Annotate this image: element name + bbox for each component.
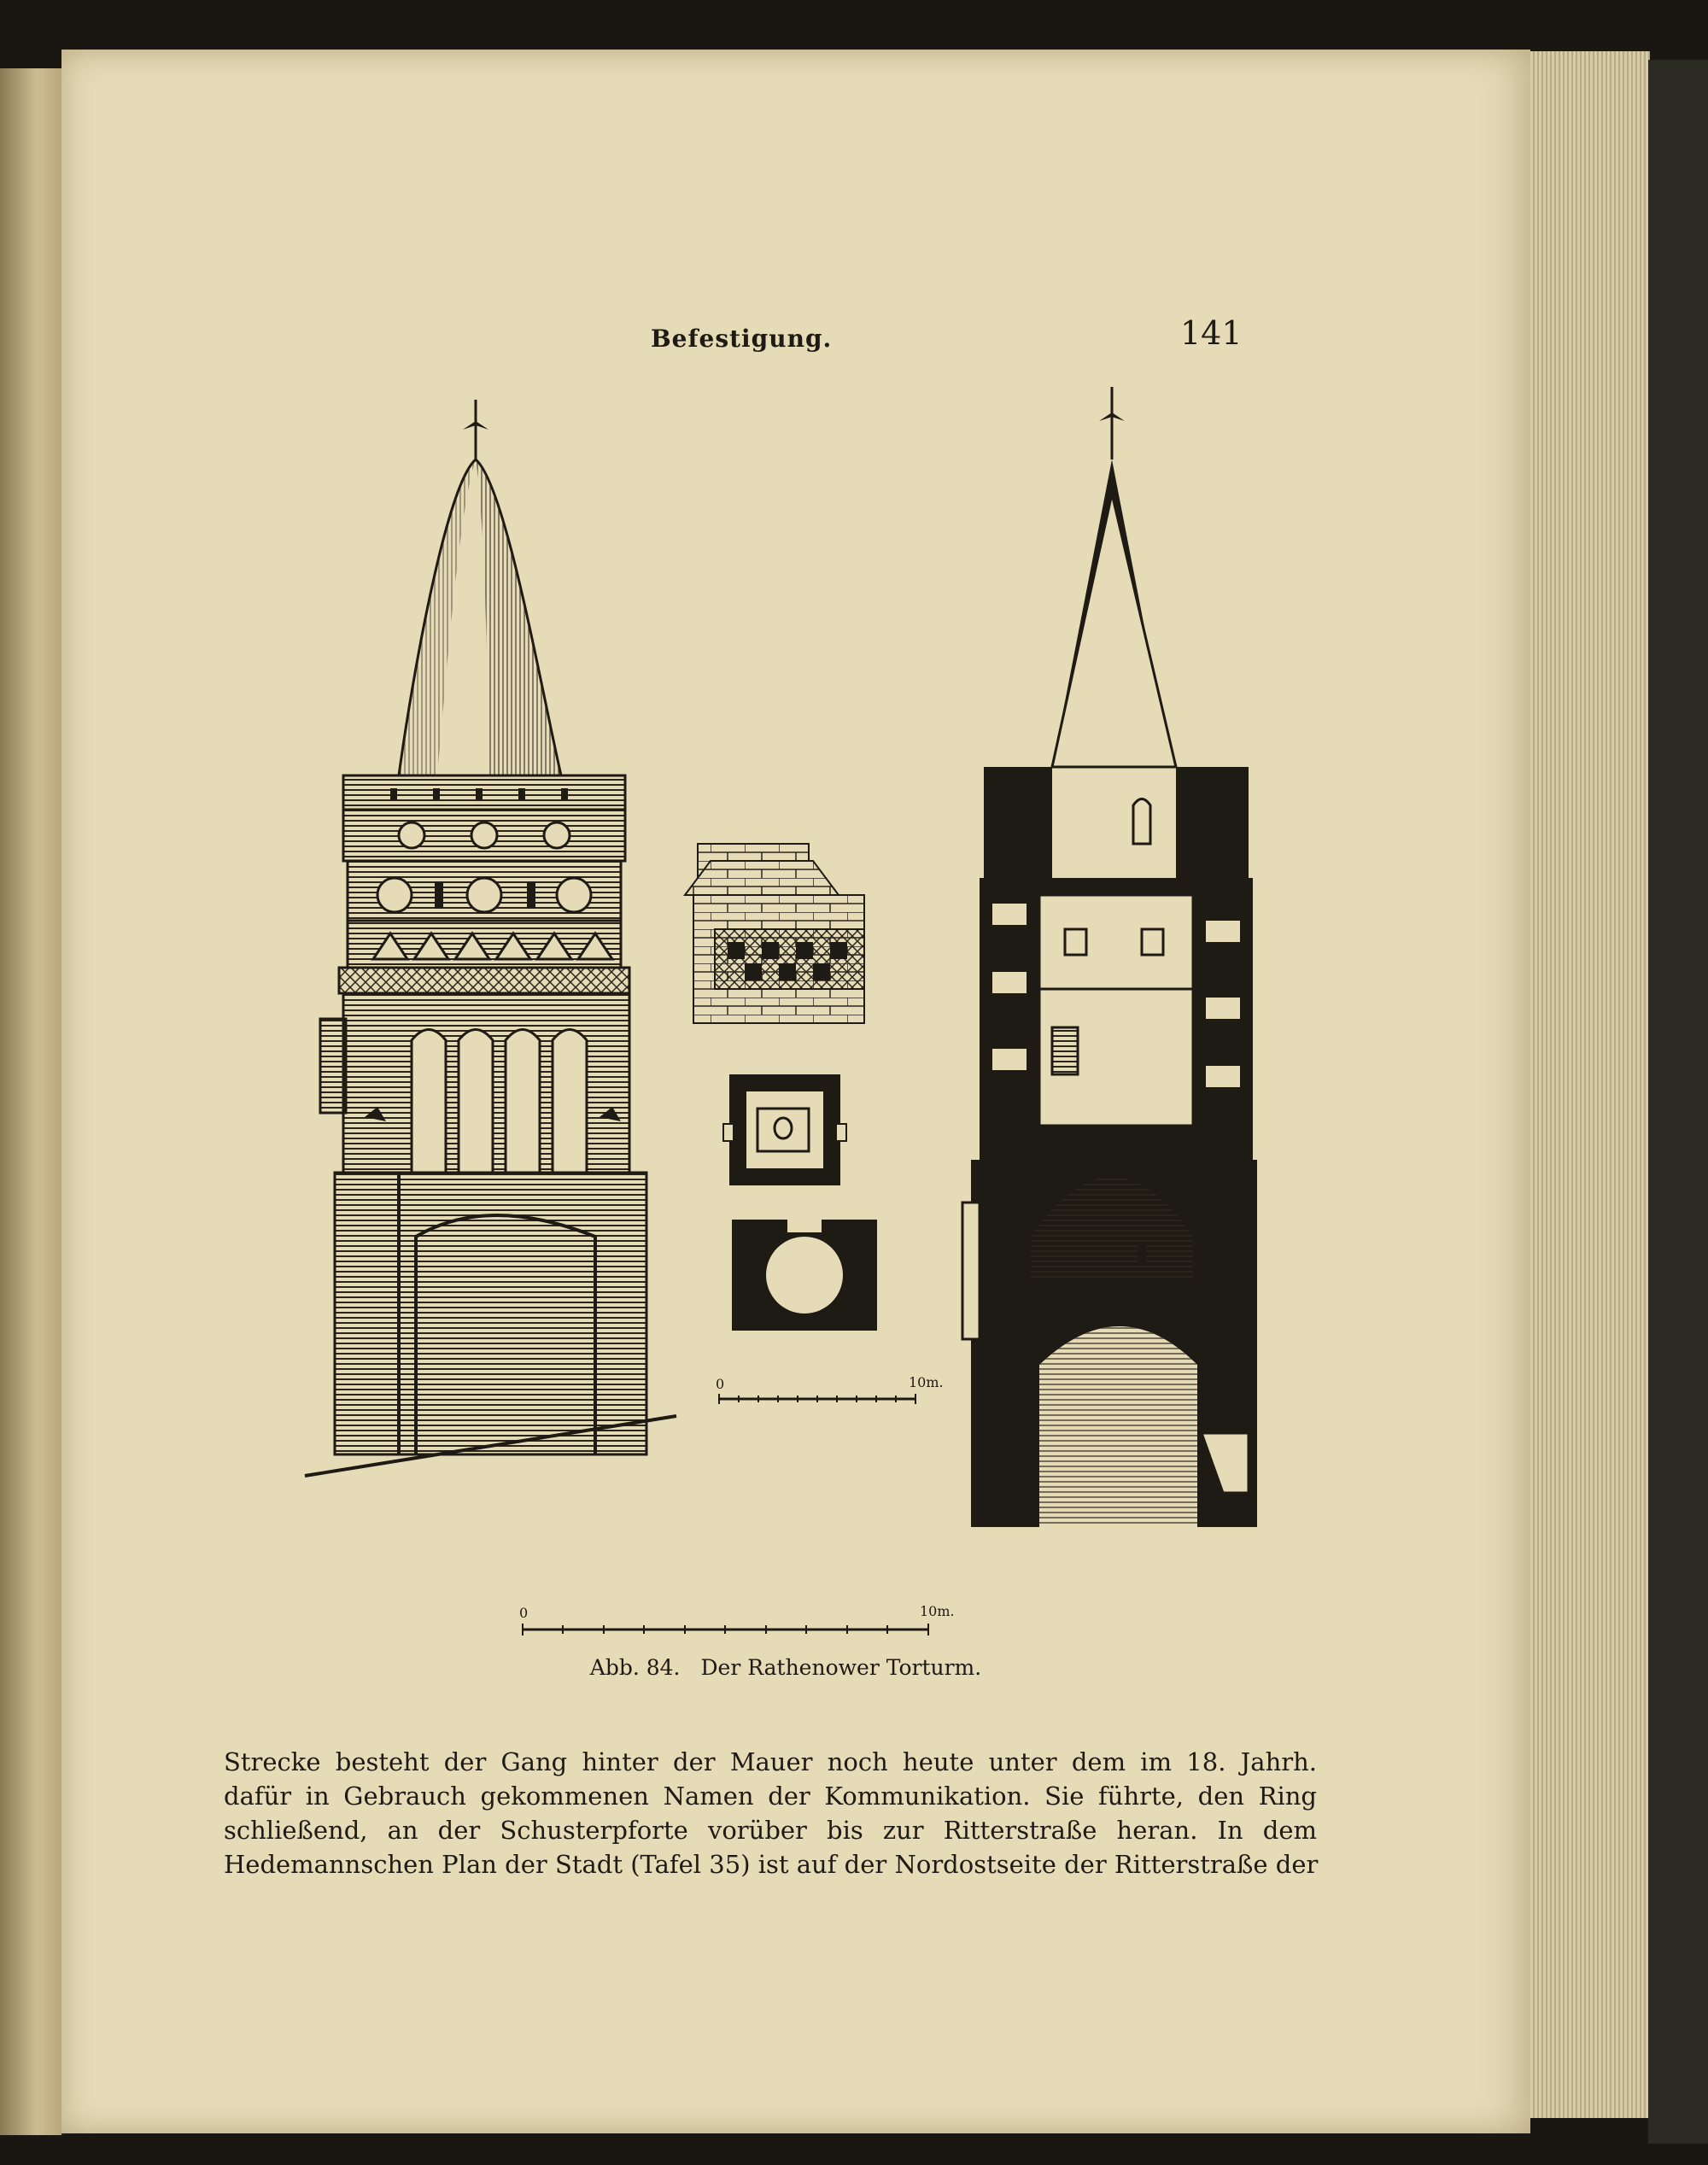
body-line: Hedemannschen Plan der Stadt (Tafel 35) ist auf der Nordostseite der Ritterstraße der: [224, 1850, 1319, 1879]
figure-caption: [61, 1655, 1530, 1680]
left-page-edge: [0, 68, 64, 2135]
body-line: dafür in Gebrauch gekommenen Namen der Kommunikation. Sie führte, den Ring: [224, 1782, 1317, 1811]
page-stack-edges: [1520, 51, 1650, 2118]
tower-section: [962, 387, 1257, 1527]
body-paragraph: [224, 1745, 1317, 1881]
tower-illustration: [232, 383, 1342, 1647]
page-number: 141: [1180, 314, 1243, 352]
floor-plan-lower: [732, 1215, 877, 1331]
scale-small-end: 10m.: [909, 1374, 944, 1390]
caption-title: Der Rathenower Torturm.: [700, 1655, 982, 1680]
scale-large-start: 0: [519, 1605, 529, 1621]
brick-detail: [685, 844, 864, 1023]
running-title: Befestigung.: [651, 325, 833, 353]
tower-elevation: [305, 400, 676, 1476]
scale-small-start: 0: [716, 1376, 725, 1392]
caption-number: Abb. 84.: [589, 1655, 681, 1680]
floor-plan-upper: [723, 1074, 846, 1185]
scale-large-end: 10m.: [920, 1603, 955, 1619]
scale-bar-small: [716, 1374, 944, 1404]
scale-bar-large: [519, 1603, 955, 1635]
page-header: [61, 314, 1530, 366]
body-line: Strecke besteht der Gang hinter der Mauer noch heute unter dem im 18. Jahrh.: [224, 1747, 1317, 1776]
book-cover: [1648, 60, 1708, 2144]
book-page: [61, 50, 1530, 2133]
body-line: schließend, an der Schusterpforte vorüber bis zur Ritterstraße heran. In dem: [224, 1816, 1317, 1845]
